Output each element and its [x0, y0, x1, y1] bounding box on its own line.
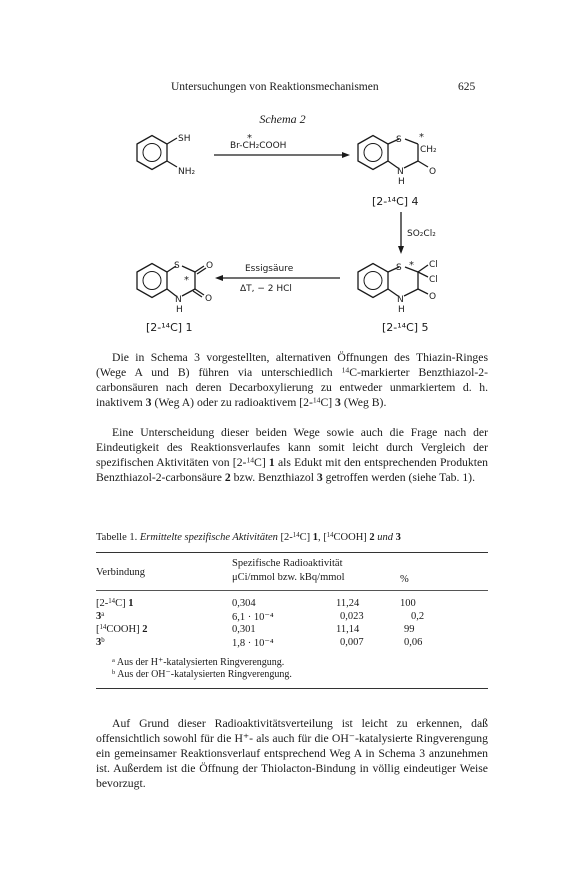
- table-cell-uci: 6,1 · 10⁻⁴: [232, 612, 274, 623]
- atom-nh2: NH₂: [178, 167, 196, 177]
- compound-label-4: [2-¹⁴C] 4: [372, 195, 419, 208]
- running-title: Untersuchungen von Reaktionsmechanismen: [171, 81, 379, 93]
- table-bottom-rule: [96, 688, 488, 689]
- reaction-arrow-3: [215, 264, 340, 294]
- atom-cl: Cl: [429, 275, 438, 285]
- table-cell-kbq: 0,023: [340, 611, 364, 622]
- reaction-arrow-2: [398, 212, 436, 254]
- atom-o: O: [205, 294, 213, 304]
- column-header-units: μCi/mmol bzw. kBq/mmol: [232, 572, 345, 583]
- reaction-conditions: ΔT, − 2 HCl: [240, 284, 292, 294]
- label-star: *: [419, 132, 424, 143]
- table-cell-uci: 0,301: [232, 624, 256, 635]
- table-cell-uci: 0,304: [232, 598, 256, 609]
- table-cell-compound: 3$^a$: [96, 610, 105, 622]
- molecule-1: [137, 261, 213, 334]
- atom-s: S: [396, 263, 402, 273]
- table-cell-kbq: 11,14: [336, 624, 360, 635]
- atom-o: O: [206, 261, 214, 271]
- column-header-activity: Spezifische Radioaktivität: [232, 558, 343, 569]
- paragraph-2: Eine Unterscheidung dieser beiden Wege sowie auch die Frage nach der Eindeutigkeit des Reaktionsverlaufes kann somit leicht durch Vergleich der spezifischen Aktivitäten von [2-$^{14}$C] 1 als Edukt mit den entsprechenden Produkten Benzthiazol-2-carbonsäure 2 bzw. Benzthiazol 3 getroffen werden (siehe Tab. 1).: [96, 426, 489, 484]
- molecule-4: [358, 132, 437, 208]
- label-star: *: [184, 275, 189, 286]
- atom-o: O: [429, 167, 437, 177]
- atom-n: N: [397, 295, 404, 305]
- atom-cl: Cl: [429, 260, 438, 270]
- page-number: 625: [458, 81, 476, 93]
- table-cell-kbq: 0,007: [340, 637, 364, 648]
- table-cell-percent: 100: [400, 598, 416, 609]
- atom-h: H: [176, 305, 183, 315]
- label-star: *: [247, 133, 252, 144]
- reagent-bromoacetic: Br-CH₂COOH: [230, 141, 287, 151]
- atom-o: O: [429, 292, 437, 302]
- reaction-arrow-1: [214, 133, 350, 158]
- table-header-rule: [96, 590, 488, 591]
- atom-s: S: [174, 261, 180, 271]
- compound-label-5: [2-¹⁴C] 5: [382, 321, 429, 334]
- table-cell-percent: 0,06: [404, 637, 423, 648]
- atom-ch2: CH₂: [420, 145, 437, 155]
- atom-sh: SH: [178, 134, 191, 144]
- table-footnote-b: $^b$ Aus der OH⁻-katalysierten Ringverengung.: [112, 669, 292, 680]
- table-cell-percent: 0,2: [411, 611, 425, 622]
- scheme-title: Schema 2: [259, 112, 306, 126]
- table-cell-kbq: 11,24: [336, 598, 360, 609]
- paragraph-1: Die in Schema 3 vorgestellten, alternativen Öffnungen des Thiazin-Ringes (Wege A und B) führen via unterschiedlich $^{14}$C-markierter Benzthiazol-2-carbonsäuren nach deren Decarboxylierung zu entweder unmarkiertem d. h. inaktivem 3 (Weg A) oder zu radioaktivem [2-$^{14}$C] 3 (Weg B).: [96, 351, 488, 409]
- reaction-scheme: [0, 0, 565, 340]
- table-footnote-a: $^a$ Aus der H⁺-katalysierten Ringverengung.: [112, 657, 285, 668]
- atom-n: N: [175, 295, 182, 305]
- table-cell-compound: 3$^b$: [96, 636, 105, 648]
- table-top-rule: [96, 552, 488, 553]
- table-cell-compound: [$^{14}$COOH] 2: [96, 623, 148, 635]
- table-cell-uci: 1,8 · 10⁻⁴: [232, 638, 274, 649]
- table-cell-percent: 99: [404, 624, 415, 635]
- atom-s: S: [396, 135, 402, 145]
- paragraph-3: Auf Grund dieser Radioaktivitätsverteilung ist leicht zu erkennen, daß offensichtlich sowohl für die H⁺- als auch für die OH⁻-katalysierte Ringverengung ein gemeinsamer Reaktionsverlauf entsprechend Weg A in Schema 3 anzunehmen ist. Außerdem ist die Öffnung der Thiolacton-Bindung in völlig eindeutiger Weise bevorzugt.: [96, 717, 488, 790]
- table-cell-compound: [2-$^{14}$C] 1: [96, 597, 134, 609]
- molecule-5: [358, 260, 438, 334]
- table-caption: Tabelle 1. Ermittelte spezifische Aktivitäten [2-$^{14}$C] 1, [$^{14}$COOH] 2 und 3: [96, 531, 401, 543]
- reagent-sulfuryl-chloride: SO₂Cl₂: [407, 229, 436, 239]
- atom-n: N: [397, 167, 404, 177]
- label-star: *: [409, 260, 414, 271]
- atom-h: H: [398, 177, 405, 187]
- reagent-acetic-acid: Essigsäure: [245, 264, 294, 274]
- column-header-percent: %: [400, 574, 409, 585]
- column-header-compound: Verbindung: [96, 567, 145, 578]
- molecule-aminothiophenol: [137, 134, 196, 177]
- atom-h: H: [398, 305, 405, 315]
- compound-label-1: [2-¹⁴C] 1: [146, 321, 193, 334]
